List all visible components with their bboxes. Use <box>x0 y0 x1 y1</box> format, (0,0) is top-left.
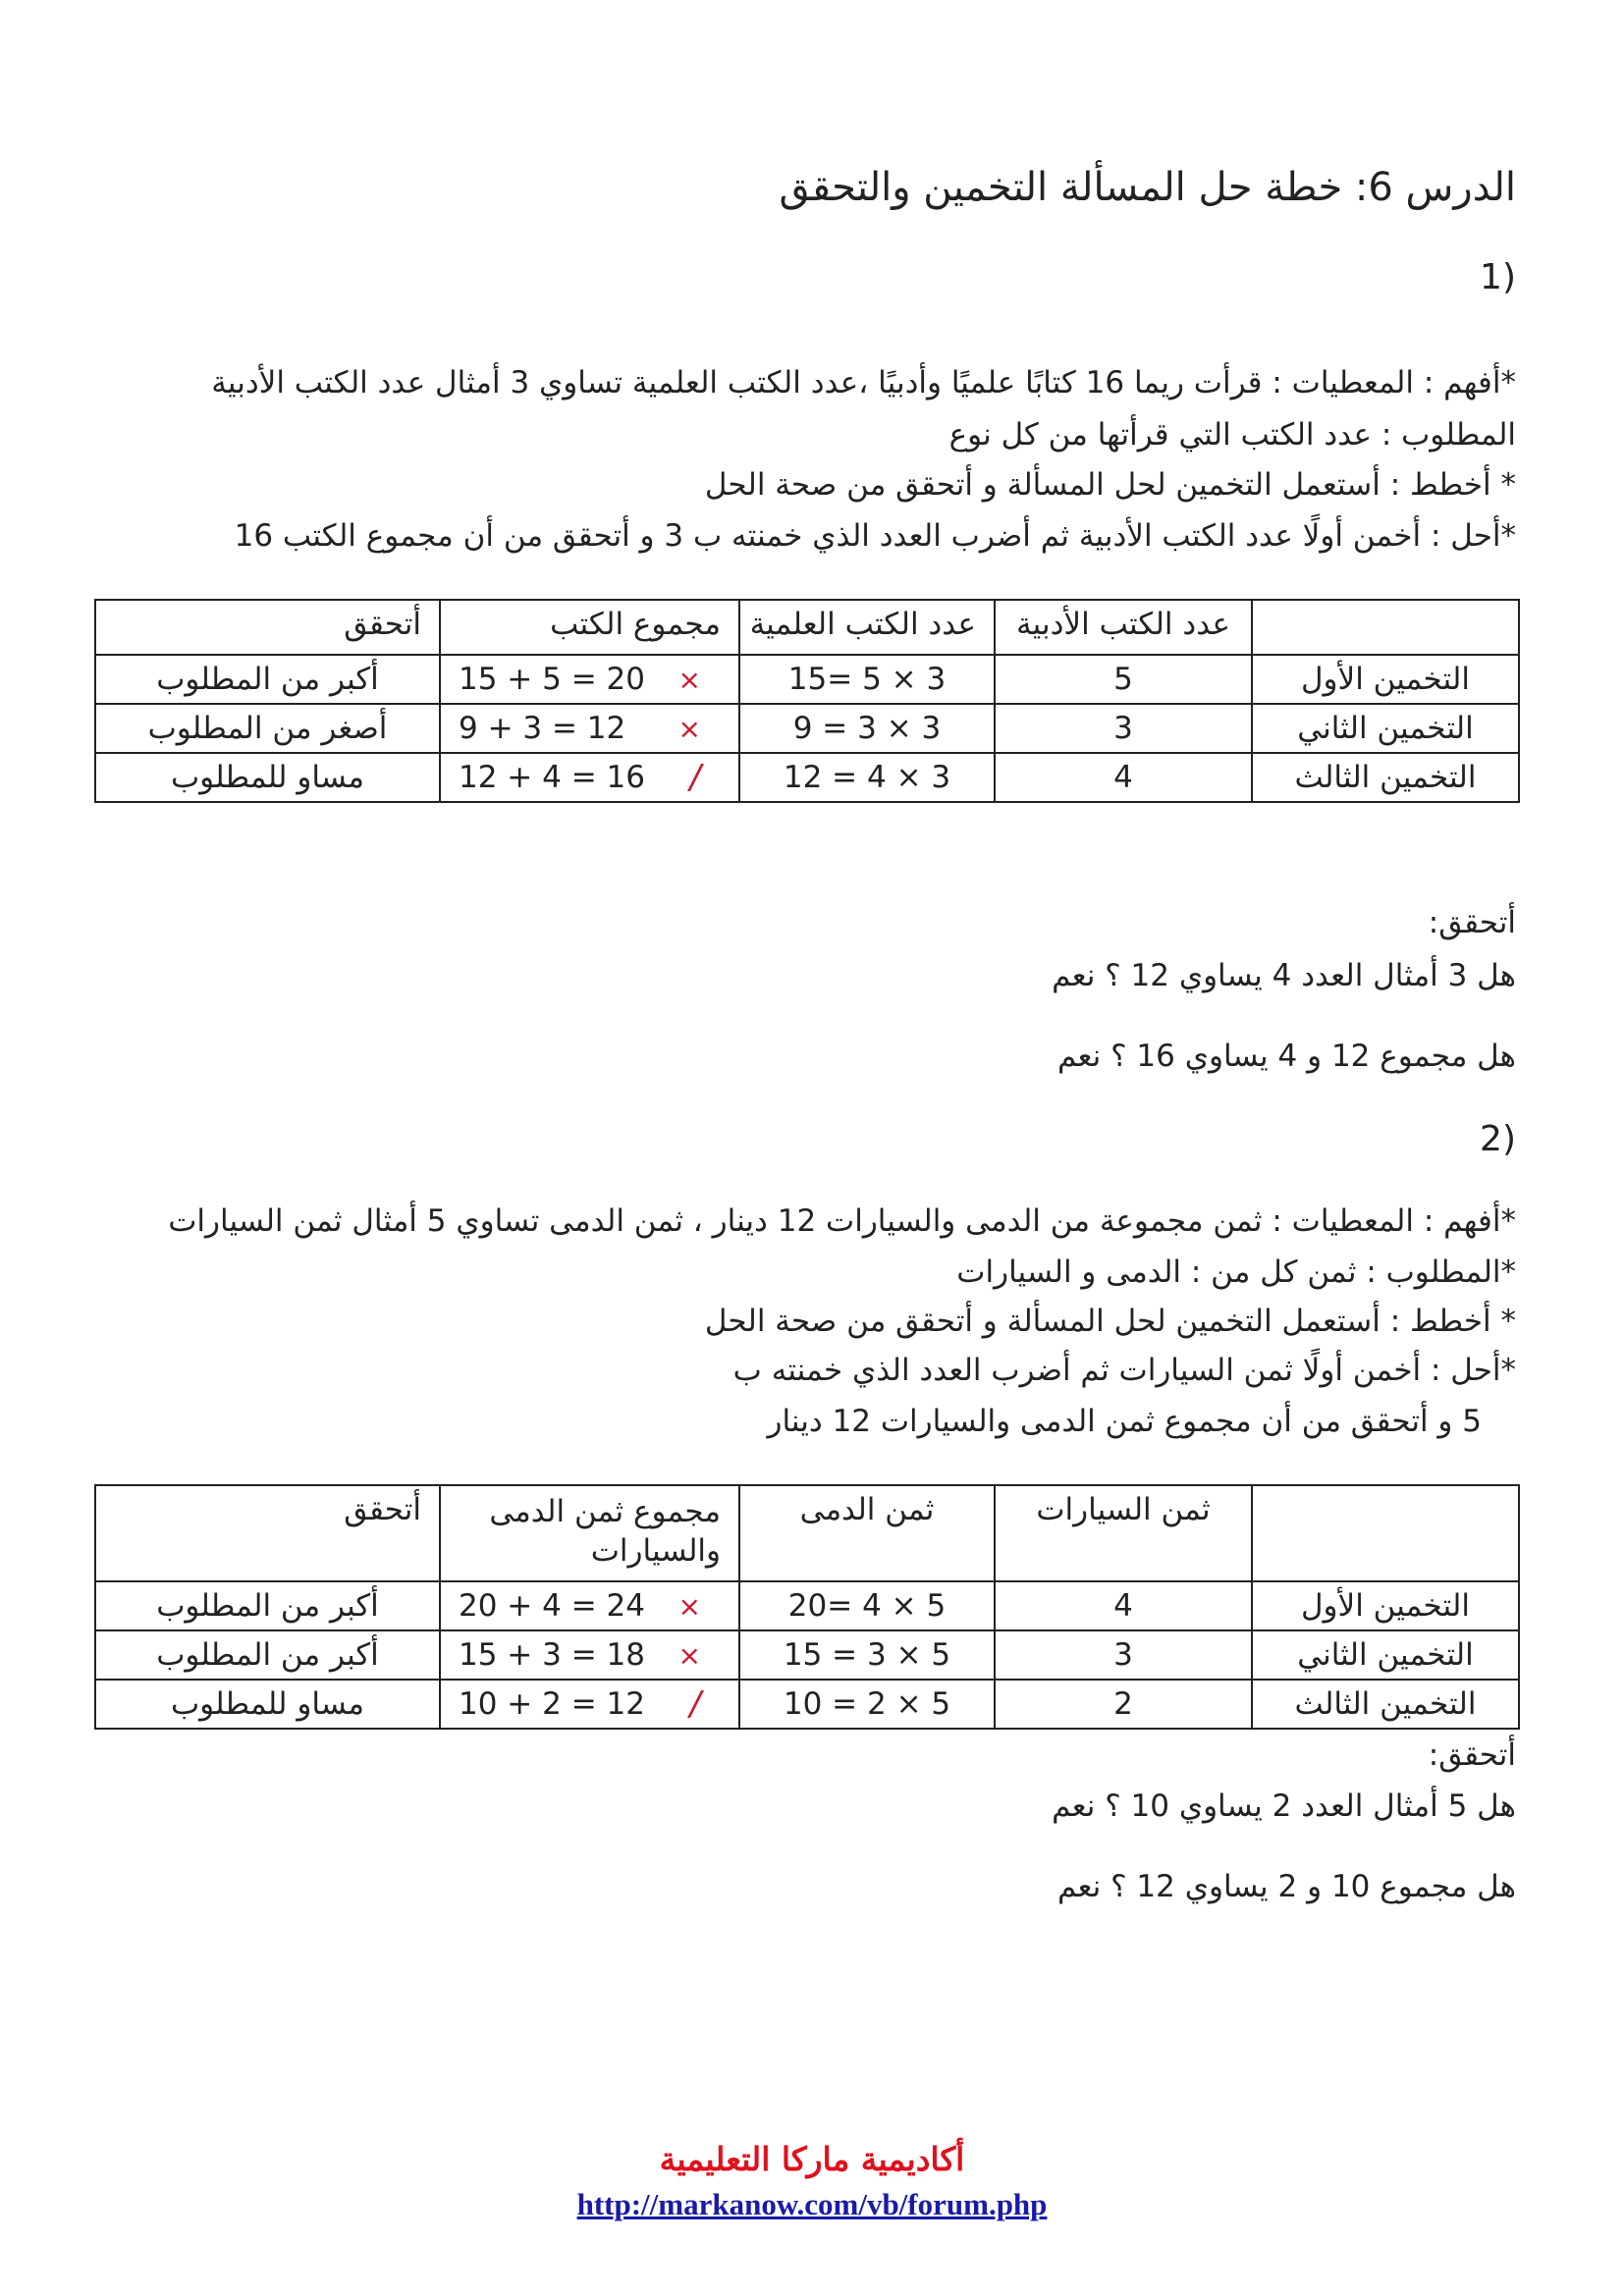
guess-sum: 20 + 4 = 24 <box>459 1588 645 1624</box>
p1-guess-table <box>94 599 1520 803</box>
p2-required-line: *المطلوب : ثمن كل من : الدمى و السيارات <box>956 1255 1516 1290</box>
header-cell: أتحقق <box>95 600 440 655</box>
guess-check: مساو للمطلوب <box>95 1680 440 1729</box>
p1-understand-line: *أفهم : المعطيات : قرأت ريما 16 كتابًا علميًا وأدبيًا ،عدد الكتب العلمية تساوي 3 أمثال عدد الكتب الأدبية <box>211 365 1516 400</box>
guess-label: التخمين الثالث <box>1252 753 1519 802</box>
table-header-row <box>95 600 1519 655</box>
problem-1-number: (1 <box>1480 257 1516 297</box>
guess-value: 4 <box>995 1581 1252 1630</box>
guess-check: مساو للمطلوب <box>95 753 440 802</box>
guess-label: التخمين الثاني <box>1252 704 1519 753</box>
p1-plan-line: * أخطط : أستعمل التخمين لحل المسألة و أتحقق من صحة الحل <box>704 467 1516 503</box>
guess-sum: 15 + 5 = 20 <box>459 662 645 697</box>
forum-link[interactable]: http://markanow.com/vb/forum.php <box>576 2187 1048 2221</box>
p1-verify-line: هل 3 أمثال العدد 4 يساوي 12 ؟ نعم <box>1052 958 1516 993</box>
p2-verify-label: أتحقق: <box>1428 1737 1516 1773</box>
lesson-title: الدرس 6: خطة حل المسألة التخمين والتحقق <box>779 165 1516 210</box>
guess-sum: 9 + 3 = 12 <box>459 711 626 746</box>
wrong-mark-icon: × <box>677 712 701 745</box>
guess-sum-cell <box>440 1630 739 1680</box>
guess-label: التخمين الأول <box>1252 1581 1519 1630</box>
table-row <box>95 1680 1519 1729</box>
header-cell: مجموع الكتب <box>440 600 739 655</box>
p1-required-line: المطلوب : عدد الكتب التي قرأتها من كل نوع <box>948 417 1516 453</box>
header-cell: مجموع ثمن الدمى والسيارات <box>440 1485 739 1581</box>
table-header-row <box>95 1485 1519 1581</box>
header-cell <box>1252 600 1519 655</box>
p1-verify-line: هل مجموع 12 و 4 يساوي 16 ؟ نعم <box>1057 1039 1516 1074</box>
guess-sum: 12 + 4 = 16 <box>459 760 645 795</box>
p1-solve-line: *أحل : أخمن أولًا عدد الكتب الأدبية ثم أضرب العدد الذي خمنته ب 3 و أتحقق من أن مجموع الكتب 16 <box>234 518 1516 554</box>
guess-check: أكبر من المطلوب <box>95 1630 440 1680</box>
p2-understand-line: *أفهم : المعطيات : ثمن مجموعة من الدمى والسيارات 12 دينار ، ثمن الدمى تساوي 5 أمثال ثمن السيارات <box>168 1203 1516 1239</box>
table-row <box>95 753 1519 802</box>
guess-sum: 10 + 2 = 12 <box>459 1686 645 1722</box>
academy-name: أكاديمية ماركا التعليمية <box>659 2140 965 2178</box>
guess-value: 4 <box>995 753 1252 802</box>
p2-solve-line: *أحل : أخمن أولًا ثمن السيارات ثم أضرب العدد الذي خمنته ب <box>732 1353 1516 1388</box>
table-row <box>95 704 1519 753</box>
guess-check: أصغر من المطلوب <box>95 704 440 753</box>
correct-mark-icon: / <box>689 758 701 797</box>
header-cell <box>1252 1485 1519 1581</box>
guess-sum-cell <box>440 1680 739 1729</box>
guess-value: 3 <box>995 704 1252 753</box>
guess-product: 5 × 2 = 10 <box>739 1680 995 1729</box>
table-row <box>95 1581 1519 1630</box>
p2-verify-line: هل 5 أمثال العدد 2 يساوي 10 ؟ نعم <box>1052 1789 1516 1824</box>
guess-label: التخمين الأول <box>1252 655 1519 704</box>
guess-label: التخمين الثاني <box>1252 1630 1519 1680</box>
header-cell: عدد الكتب العلمية <box>739 600 995 655</box>
wrong-mark-icon: × <box>677 1638 701 1672</box>
header-cell: ثمن الدمى <box>739 1485 995 1581</box>
table-row <box>95 655 1519 704</box>
correct-mark-icon: / <box>689 1684 701 1724</box>
p2-solve-line-cont: 5 و أتحقق من أن مجموع ثمن الدمى والسيارات 12 دينار <box>767 1404 1482 1439</box>
wrong-mark-icon: × <box>677 663 701 696</box>
p2-verify-line: هل مجموع 10 و 2 يساوي 12 ؟ نعم <box>1057 1869 1516 1904</box>
guess-check: أكبر من المطلوب <box>95 655 440 704</box>
wrong-mark-icon: × <box>677 1589 701 1623</box>
guess-value: 3 <box>995 1630 1252 1680</box>
guess-product: 5 × 4 =20 <box>739 1581 995 1630</box>
problem-2-number: (2 <box>1480 1119 1516 1159</box>
guess-sum-cell <box>440 1581 739 1630</box>
p1-verify-label: أتحقق: <box>1428 905 1516 940</box>
p2-plan-line: * أخطط : أستعمل التخمين لحل المسألة و أتحقق من صحة الحل <box>704 1304 1516 1339</box>
guess-product: 3 × 5 =15 <box>739 655 995 704</box>
guess-sum-cell <box>440 704 739 753</box>
guess-sum-cell <box>440 655 739 704</box>
guess-product: 3 × 3 = 9 <box>739 704 995 753</box>
guess-value: 2 <box>995 1680 1252 1729</box>
guess-value: 5 <box>995 655 1252 704</box>
guess-check: أكبر من المطلوب <box>95 1581 440 1630</box>
guess-product: 5 × 3 = 15 <box>739 1630 995 1680</box>
header-cell: أتحقق <box>95 1485 440 1581</box>
header-cell: عدد الكتب الأدبية <box>995 600 1252 655</box>
table-row <box>95 1630 1519 1680</box>
guess-product: 3 × 4 = 12 <box>739 753 995 802</box>
guess-sum-cell <box>440 753 739 802</box>
guess-sum: 15 + 3 = 18 <box>459 1637 645 1673</box>
guess-label: التخمين الثالث <box>1252 1680 1519 1729</box>
header-cell: ثمن السيارات <box>995 1485 1252 1581</box>
p2-guess-table <box>94 1484 1520 1730</box>
